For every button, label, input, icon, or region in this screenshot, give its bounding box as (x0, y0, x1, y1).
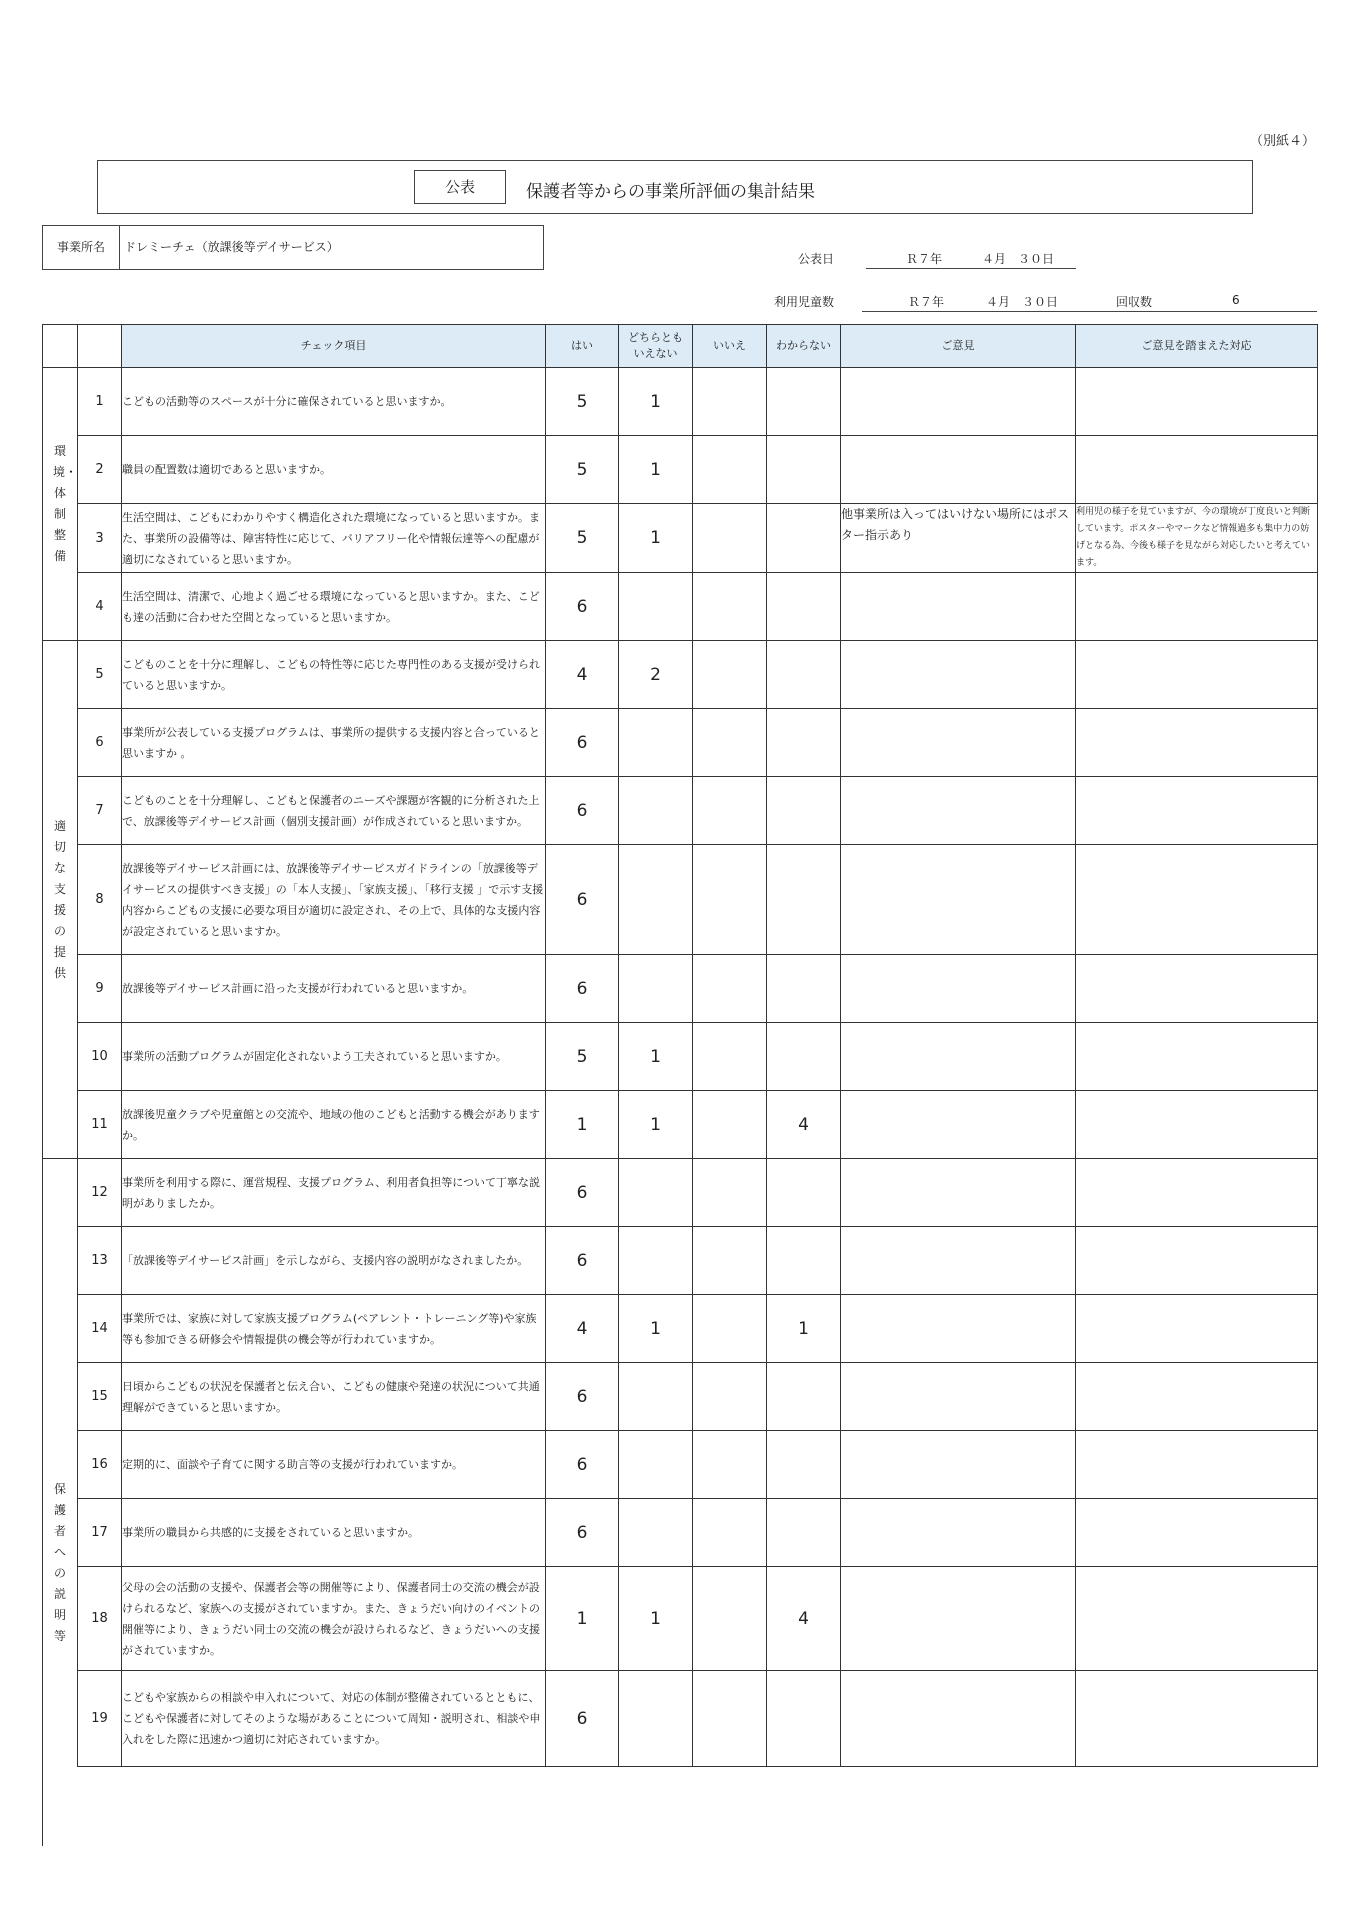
attachment-label: （別紙４） (1250, 134, 1316, 149)
count-no (693, 1431, 767, 1499)
check-item-text: 事業所が公表している支援プログラムは、事業所の提供する支援内容と合っていると思いますか 。 (122, 709, 546, 777)
count-neither: 1 (619, 368, 693, 436)
count-unknown (767, 1159, 841, 1227)
opinion-text (841, 1499, 1076, 1567)
users-era: Ｒ７年 (908, 295, 945, 309)
response-text (1076, 709, 1318, 777)
users-day: ３０日 (1022, 295, 1059, 309)
header-no: いいえ (693, 325, 767, 368)
count-no (693, 573, 767, 641)
section-label: 保護者への説明等 (53, 1481, 66, 1643)
count-yes: 6 (546, 1671, 619, 1767)
count-neither (619, 845, 693, 955)
count-neither (619, 1227, 693, 1295)
count-yes: 6 (546, 709, 619, 777)
row-number: 12 (78, 1159, 122, 1227)
count-no (693, 1567, 767, 1671)
count-yes: 1 (546, 1091, 619, 1159)
response-text (1076, 1295, 1318, 1363)
count-yes: 5 (546, 436, 619, 504)
response-text (1076, 1227, 1318, 1295)
row-number: 1 (78, 368, 122, 436)
header-neither (619, 325, 693, 368)
count-yes: 1 (546, 1567, 619, 1671)
count-no (693, 1227, 767, 1295)
count-yes: 6 (546, 573, 619, 641)
check-item-text: 事業所の活動プログラムが固定化されないよう工夫されていると思いますか。 (122, 1023, 546, 1091)
count-unknown (767, 955, 841, 1023)
opinion-text (841, 1671, 1076, 1767)
table-row (43, 1363, 1318, 1431)
row-number: 2 (78, 436, 122, 504)
count-unknown: 1 (767, 1295, 841, 1363)
opinion-text (841, 1295, 1076, 1363)
table-body (43, 368, 1318, 1767)
count-unknown (767, 1499, 841, 1567)
header-section-blank (43, 325, 78, 368)
section-label-cell (43, 641, 78, 1159)
count-yes: 5 (546, 368, 619, 436)
count-unknown (767, 641, 841, 709)
response-text (1076, 368, 1318, 436)
publish-label: 公表日 (798, 252, 835, 266)
count-no (693, 955, 767, 1023)
check-item-text: 事業所を利用する際に、運営規程、支援プログラム、利用者負担等について丁寧な説明がありましたか。 (122, 1159, 546, 1227)
count-yes: 6 (546, 777, 619, 845)
table-row (43, 1159, 1318, 1227)
count-neither (619, 955, 693, 1023)
users-month: ４月 (986, 295, 1011, 309)
publish-era: Ｒ７年 (906, 252, 943, 266)
count-neither (619, 573, 693, 641)
section-label-cell (43, 368, 78, 641)
users-underline (862, 311, 1317, 312)
opinion-text (841, 845, 1076, 955)
response-text: 利用児の様子を見ていますが、今の環境が丁度良いと判断しています。ポスターやマークなど情報過多も集中力の妨げとなる為、今後も様子を見ながら対応したいと考えています。 (1076, 504, 1318, 573)
response-text (1076, 777, 1318, 845)
check-item-text: 父母の会の活動の支援や、保護者会等の開催等により、保護者同士の交流の機会が設けられるなど、家族への支援がされていますか。また、きょうだい向けのイベントの開催等により、きょうだい同士の交流の機会が設けられるなど、きょうだいへの支援がされていますか。 (122, 1567, 546, 1671)
count-unknown (767, 1363, 841, 1431)
table-row (43, 955, 1318, 1023)
count-yes: 4 (546, 1295, 619, 1363)
response-text (1076, 641, 1318, 709)
count-no (693, 436, 767, 504)
response-text (1076, 1567, 1318, 1671)
count-neither: 1 (619, 1023, 693, 1091)
table-row (43, 573, 1318, 641)
count-neither (619, 1499, 693, 1567)
row-number: 4 (78, 573, 122, 641)
row-number: 11 (78, 1091, 122, 1159)
table-row (43, 1567, 1318, 1671)
row-number: 15 (78, 1363, 122, 1431)
section-label: 適切な支援の提供 (53, 818, 66, 980)
count-yes: 5 (546, 504, 619, 573)
row-number: 19 (78, 1671, 122, 1767)
section-label: 環境・体制整備 (53, 444, 78, 563)
opinion-text (841, 955, 1076, 1023)
check-item-text: 生活空間は、清潔で、心地よく過ごせる環境になっていると思いますか。また、こども達の活動に合わせた空間となっていると思いますか。 (122, 573, 546, 641)
count-neither (619, 709, 693, 777)
table-row (43, 1431, 1318, 1499)
response-text (1076, 845, 1318, 955)
count-no (693, 1671, 767, 1767)
table-row (43, 1499, 1318, 1567)
table-row (43, 641, 1318, 709)
check-item-text: こどものことを十分に理解し、こどもの特性等に応じた専門性のある支援が受けられていると思いますか。 (122, 641, 546, 709)
count-yes: 6 (546, 845, 619, 955)
count-no (693, 1091, 767, 1159)
count-unknown (767, 504, 841, 573)
header-opinion: ご意見 (841, 325, 1076, 368)
count-neither: 1 (619, 1091, 693, 1159)
response-text (1076, 573, 1318, 641)
count-no (693, 368, 767, 436)
opinion-text (841, 1567, 1076, 1671)
check-item-text: こどもや家族からの相談や申入れについて、対応の体制が整備されているとともに、こどもや保護者に対してそのような場があることについて周知・説明され、相談や申入れをした際に迅速かつ適切に対応されていますか。 (122, 1671, 546, 1767)
count-unknown (767, 1227, 841, 1295)
row-number: 9 (78, 955, 122, 1023)
count-unknown (767, 368, 841, 436)
count-unknown (767, 845, 841, 955)
row-number: 10 (78, 1023, 122, 1091)
table-row (43, 504, 1318, 573)
opinion-text (841, 1431, 1076, 1499)
table-row (43, 1227, 1318, 1295)
row-number: 18 (78, 1567, 122, 1671)
count-neither (619, 1159, 693, 1227)
count-unknown: 4 (767, 1091, 841, 1159)
check-item-text: 「放課後等デイサービス計画」を示しながら、支援内容の説明がなされましたか。 (122, 1227, 546, 1295)
publish-day: ３０日 (1018, 252, 1055, 266)
table-row (43, 1023, 1318, 1091)
check-item-text: 放課後等デイサービス計画には、放課後等デイサービスガイドラインの「放課後等デイサービスの提供すべき支援」の「本人支援」、「家族支援」、「移行支援 」で示す支援内容からこどもの支援に必要な項目が適切に設定され、その上で、具体的な支援内容が設定されていると思いますか。 (122, 845, 546, 955)
count-no (693, 641, 767, 709)
count-no (693, 777, 767, 845)
row-number: 8 (78, 845, 122, 955)
count-no (693, 845, 767, 955)
count-neither: 1 (619, 1567, 693, 1671)
header-response: ご意見を踏まえた対応 (1076, 325, 1318, 368)
row-number: 6 (78, 709, 122, 777)
table-row (43, 1295, 1318, 1363)
response-text (1076, 1363, 1318, 1431)
table-row (43, 436, 1318, 504)
count-no (693, 1363, 767, 1431)
count-yes: 5 (546, 1023, 619, 1091)
table-row (43, 1091, 1318, 1159)
count-neither (619, 1363, 693, 1431)
check-item-text: 放課後等デイサービス計画に沿った支援が行われていると思いますか。 (122, 955, 546, 1023)
opinion-text (841, 573, 1076, 641)
count-yes: 6 (546, 1431, 619, 1499)
count-yes: 6 (546, 1159, 619, 1227)
facility-name: ドレミーチェ（放課後等デイサービス） (120, 225, 544, 270)
opinion-text (841, 1023, 1076, 1091)
response-text (1076, 436, 1318, 504)
count-unknown (767, 1671, 841, 1767)
count-unknown (767, 1431, 841, 1499)
opinion-text (841, 1363, 1076, 1431)
publish-month: ４月 (982, 252, 1007, 266)
opinion-text (841, 436, 1076, 504)
users-label: 利用児童数 (774, 295, 835, 309)
evaluation-table (42, 324, 1318, 1767)
check-item-text: こどもの活動等のスペースが十分に確保されていると思いますか。 (122, 368, 546, 436)
facility-label: 事業所名 (42, 225, 120, 270)
table-row (43, 845, 1318, 955)
section-label-cell (43, 1159, 78, 1767)
opinion-text (841, 641, 1076, 709)
response-text (1076, 1159, 1318, 1227)
table-row (43, 777, 1318, 845)
row-number: 14 (78, 1295, 122, 1363)
table-header-row (43, 325, 1318, 368)
count-neither: 2 (619, 641, 693, 709)
opinion-text (841, 368, 1076, 436)
header-neither-line2: いえない (633, 347, 678, 360)
check-item-text: 放課後児童クラブや児童館との交流や、地域の他のこどもと活動する機会がありますか。 (122, 1091, 546, 1159)
count-yes: 6 (546, 1363, 619, 1431)
count-unknown: 4 (767, 1567, 841, 1671)
count-yes: 6 (546, 1227, 619, 1295)
check-item-text: 事業所では、家族に対して家族支援プログラム(ペアレント・トレーニング等)や家族等も参加できる研修会や情報提供の機会等が行われていますか。 (122, 1295, 546, 1363)
count-neither: 1 (619, 504, 693, 573)
header-check-item: チェック項目 (122, 325, 546, 368)
count-yes: 4 (546, 641, 619, 709)
row-number: 13 (78, 1227, 122, 1295)
response-text (1076, 1091, 1318, 1159)
responses-count: 6 (1232, 293, 1240, 307)
count-neither (619, 1671, 693, 1767)
count-unknown (767, 573, 841, 641)
opinion-text (841, 1159, 1076, 1227)
row-number: 5 (78, 641, 122, 709)
response-text (1076, 955, 1318, 1023)
check-item-text: 日頃からこどもの状況を保護者と伝え合い、こどもの健康や発達の状況について共通理解ができていると思いますか。 (122, 1363, 546, 1431)
response-text (1076, 1431, 1318, 1499)
count-neither: 1 (619, 1295, 693, 1363)
count-neither (619, 1431, 693, 1499)
responses-label: 回収数 (1116, 295, 1153, 309)
header-neither-line1: どちらとも (628, 331, 683, 345)
response-text (1076, 1499, 1318, 1567)
page-title: 保護者等からの事業所評価の集計結果 (526, 182, 815, 202)
row-number: 3 (78, 504, 122, 573)
response-text (1076, 1671, 1318, 1767)
opinion-text: 他事業所は入ってはいけない場所にはポスター指示あり (841, 504, 1076, 573)
opinion-text (841, 709, 1076, 777)
response-text (1076, 1023, 1318, 1091)
row-number: 16 (78, 1431, 122, 1499)
count-no (693, 1295, 767, 1363)
count-no (693, 1159, 767, 1227)
count-yes: 6 (546, 955, 619, 1023)
count-no (693, 1023, 767, 1091)
header-unknown: わからない (767, 325, 841, 368)
check-item-text: こどものことを十分理解し、こどもと保護者のニーズや課題が客観的に分析された上で、放課後等デイサービス計画（個別支援計画）が作成されていると思いますか。 (122, 777, 546, 845)
opinion-text (841, 1091, 1076, 1159)
check-item-text: 生活空間は、こどもにわかりやすく構造化された環境になっていると思いますか。また、事業所の設備等は、障害特性に応じて、バリアフリー化や情報伝達等への配慮が適切になされていると思いますか。 (122, 504, 546, 573)
table-row (43, 368, 1318, 436)
count-unknown (767, 777, 841, 845)
header-yes: はい (546, 325, 619, 368)
header-number-blank (78, 325, 122, 368)
count-no (693, 1499, 767, 1567)
table-row (43, 709, 1318, 777)
count-unknown (767, 1023, 841, 1091)
count-neither: 1 (619, 436, 693, 504)
public-badge: 公表 (414, 170, 506, 204)
count-neither (619, 777, 693, 845)
opinion-text (841, 1227, 1076, 1295)
section-continuation-line (42, 1766, 43, 1846)
count-yes: 6 (546, 1499, 619, 1567)
check-item-text: 定期的に、面談や子育てに関する助言等の支援が行われていますか。 (122, 1431, 546, 1499)
publish-underline (866, 268, 1076, 269)
opinion-text (841, 777, 1076, 845)
count-unknown (767, 709, 841, 777)
check-item-text: 職員の配置数は適切であると思いますか。 (122, 436, 546, 504)
table-row (43, 1671, 1318, 1767)
row-number: 17 (78, 1499, 122, 1567)
count-no (693, 504, 767, 573)
count-no (693, 709, 767, 777)
count-unknown (767, 436, 841, 504)
check-item-text: 事業所の職員から共感的に支援をされていると思いますか。 (122, 1499, 546, 1567)
row-number: 7 (78, 777, 122, 845)
